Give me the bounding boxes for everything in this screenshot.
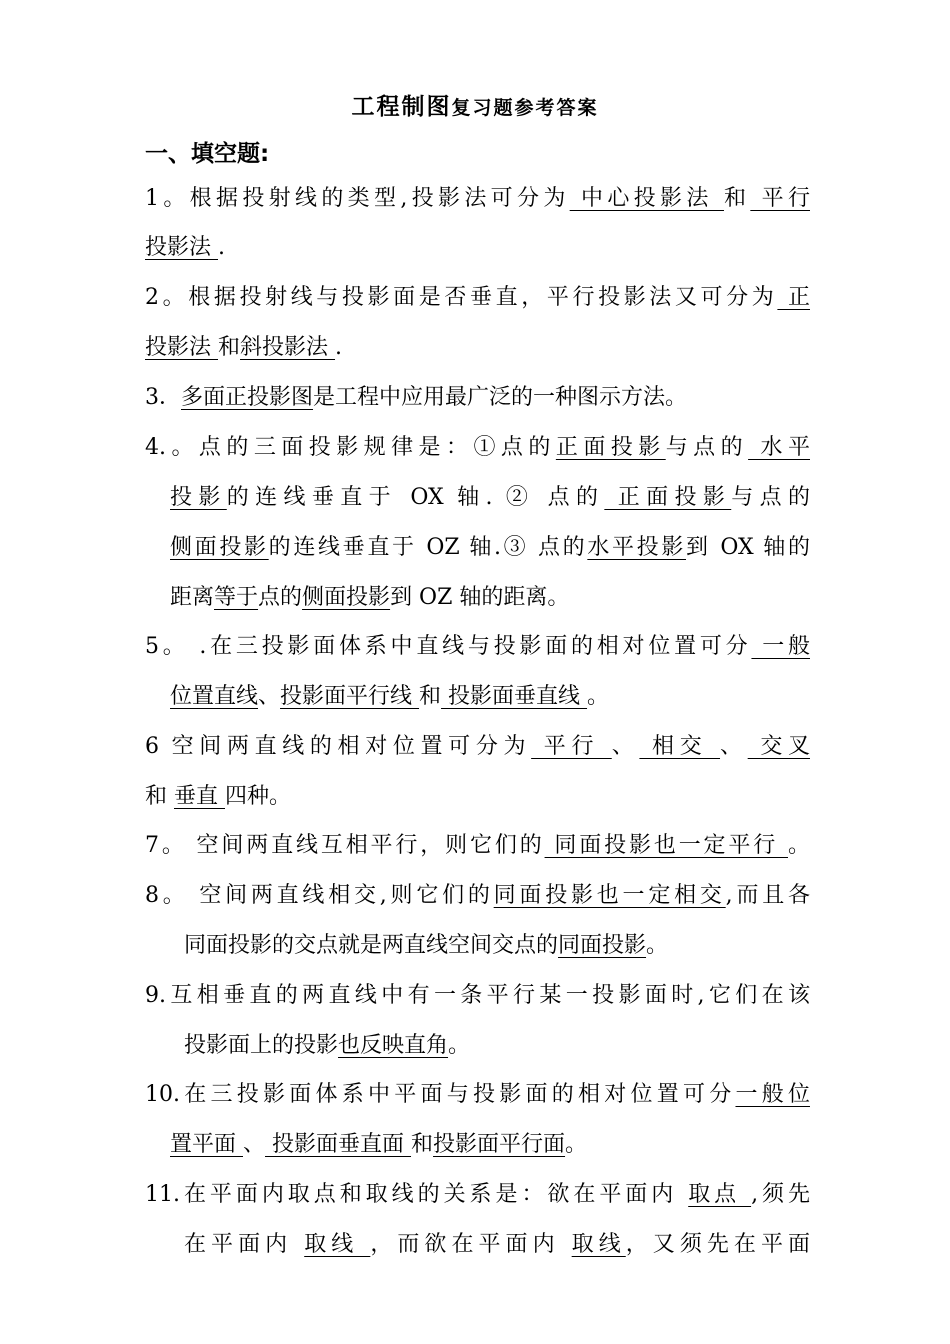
- answer-blank: 投影法: [145, 335, 218, 360]
- item-6-line-1: [145, 727, 810, 767]
- answer-blank: 位置直线: [170, 684, 259, 709]
- item-11-line-2: [184, 1225, 810, 1265]
- text-run: 和: [411, 1132, 434, 1157]
- answer-blank: 平行: [750, 186, 810, 211]
- text-run: 与点的: [665, 435, 749, 460]
- item-2-line-2: [145, 328, 810, 368]
- text-run: 。: [565, 1132, 588, 1157]
- text-run: 、: [720, 734, 748, 759]
- answer-blank: 多面正投影图: [181, 385, 314, 410]
- answer-blank: 取点: [688, 1182, 752, 1207]
- text-run: 6 空间两直线的相对位置可分为: [145, 734, 532, 759]
- text-run: 和: [218, 335, 241, 360]
- answer-blank: 置平面: [170, 1132, 243, 1157]
- text-run: ,须先: [751, 1182, 810, 1207]
- text-run: 。: [787, 833, 810, 858]
- answer-blank: 相交: [639, 734, 721, 759]
- answer-blank: 一般: [751, 634, 810, 659]
- item-4-line-3: [170, 528, 810, 568]
- text-run: ,而且各: [725, 883, 810, 908]
- answer-blank: 斜投影法: [240, 335, 336, 360]
- text-run: .: [335, 335, 343, 360]
- answer-blank: 取线: [304, 1232, 371, 1257]
- text-run: 和: [723, 186, 751, 211]
- item-7: [145, 826, 810, 866]
- answer-blank: 投影面垂直面: [265, 1132, 412, 1157]
- text-run: 1。根据投射线的类型,投影法可分为: [145, 186, 570, 211]
- text-run: 和: [419, 684, 442, 709]
- text-run: 4.。点的三面投影规律是：①点的: [145, 435, 556, 460]
- item-3: [145, 378, 810, 418]
- item-11-line-1: [145, 1175, 810, 1215]
- text-run: 3．: [145, 385, 181, 410]
- text-run: 、: [243, 1132, 266, 1157]
- text-run: 11.在平面内取点和取线的关系是：欲在平面内: [145, 1182, 689, 1207]
- answer-blank: 水平投影: [587, 535, 686, 560]
- text-run: 。: [448, 1033, 471, 1058]
- text-run: 的连线垂直于 OZ 轴.③ 点的: [268, 535, 588, 560]
- answer-blank: 交叉: [747, 734, 810, 759]
- text-run: 、: [611, 734, 640, 759]
- text-run: 。: [646, 933, 669, 958]
- answer-blank: 同面投影: [558, 933, 647, 958]
- text-run: 、: [258, 684, 281, 709]
- text-run: 是工程中应用最广泛的一种图示方法。: [313, 385, 688, 410]
- text-run: 7。 空间两直线互相平行，则它们的: [145, 833, 545, 858]
- answer-blank: 取线: [571, 1232, 626, 1257]
- item-6-line-2: [145, 777, 810, 817]
- section-heading: 一、填空题:: [145, 141, 270, 167]
- answer-blank: 正面投影: [555, 435, 666, 460]
- answer-blank: 投影面平行线: [280, 684, 420, 709]
- page-title: [0, 88, 950, 121]
- item-8-line-2: [184, 926, 810, 966]
- title-sub: 复习题参考答案: [451, 97, 599, 119]
- answer-blank: 同面投影也一定相交: [493, 883, 726, 908]
- text-run: 到 OZ 轴的距离。: [390, 585, 570, 610]
- text-run: 四种。: [225, 784, 292, 809]
- item-4-line-2: [170, 478, 810, 518]
- text-run: 8。 空间两直线相交,则它们的: [145, 883, 494, 908]
- item-1-line-1: [145, 179, 810, 219]
- item-4-line-1: [145, 428, 810, 468]
- item-10-line-2: [170, 1125, 810, 1165]
- text-run: 点的: [258, 585, 303, 610]
- answer-blank: 正面投影: [604, 485, 732, 510]
- text-run: 9.互相垂直的两直线中有一条平行某一投影面时,它们在该: [145, 983, 810, 1008]
- text-run: 2。根据投射线与投影面是否垂直，平行投影法又可分为: [145, 285, 778, 310]
- text-run: 的连线垂直于 OX 轴. ② 点的: [226, 485, 605, 510]
- text-run: 到 OX 轴的: [686, 535, 810, 560]
- title-main: 工程制图: [351, 94, 452, 120]
- text-run: 投影面上的投影: [184, 1033, 339, 1058]
- answer-blank: 侧面投影: [170, 535, 269, 560]
- item-4-line-4: [170, 578, 810, 618]
- text-run: 与点的: [731, 485, 810, 510]
- answer-blank: 中心投影法: [569, 186, 724, 211]
- answer-blank: 侧面投影: [302, 585, 391, 610]
- text-run: ，而欲在平面内: [370, 1232, 572, 1257]
- answer-blank: 等于: [214, 585, 259, 610]
- answer-blank: 平行: [531, 734, 612, 759]
- answer-blank: 垂直: [174, 784, 225, 809]
- text-run: 5。 .在三投影面体系中直线与投影面的相对位置可分: [145, 634, 752, 659]
- text-run: 。: [587, 684, 610, 709]
- item-5-line-2: [170, 677, 810, 717]
- answer-blank: 投影面垂直线: [441, 684, 588, 709]
- item-5-line-1: [145, 627, 810, 667]
- text-run: 同面投影的交点就是两直线空间交点的: [184, 933, 559, 958]
- answer-blank: 投影: [170, 485, 227, 510]
- answer-blank: 同面投影也一定平行: [544, 833, 788, 858]
- answer-blank: 也反映直角: [338, 1033, 449, 1058]
- text-run: .: [218, 235, 225, 260]
- answer-blank: 一般位: [735, 1082, 810, 1107]
- item-8-line-1: [145, 876, 810, 916]
- text-run: 在平面内: [184, 1232, 305, 1257]
- text-run: 和: [145, 784, 174, 809]
- answer-blank: 水平: [748, 435, 810, 460]
- text-run: ，又须先在平面: [625, 1232, 810, 1257]
- item-1-line-2: [145, 228, 810, 268]
- item-9-line-2: [184, 1026, 810, 1066]
- text-run: 距离: [170, 585, 215, 610]
- item-2-line-1: [145, 278, 810, 318]
- item-10-line-1: [145, 1075, 810, 1115]
- answer-blank: 投影面平行面: [433, 1132, 566, 1157]
- answer-blank: 正: [777, 285, 810, 310]
- text-run: 10.在三投影面体系中平面与投影面的相对位置可分: [145, 1082, 736, 1107]
- item-9-line-1: [145, 976, 810, 1016]
- answer-blank: 投影法: [145, 235, 218, 260]
